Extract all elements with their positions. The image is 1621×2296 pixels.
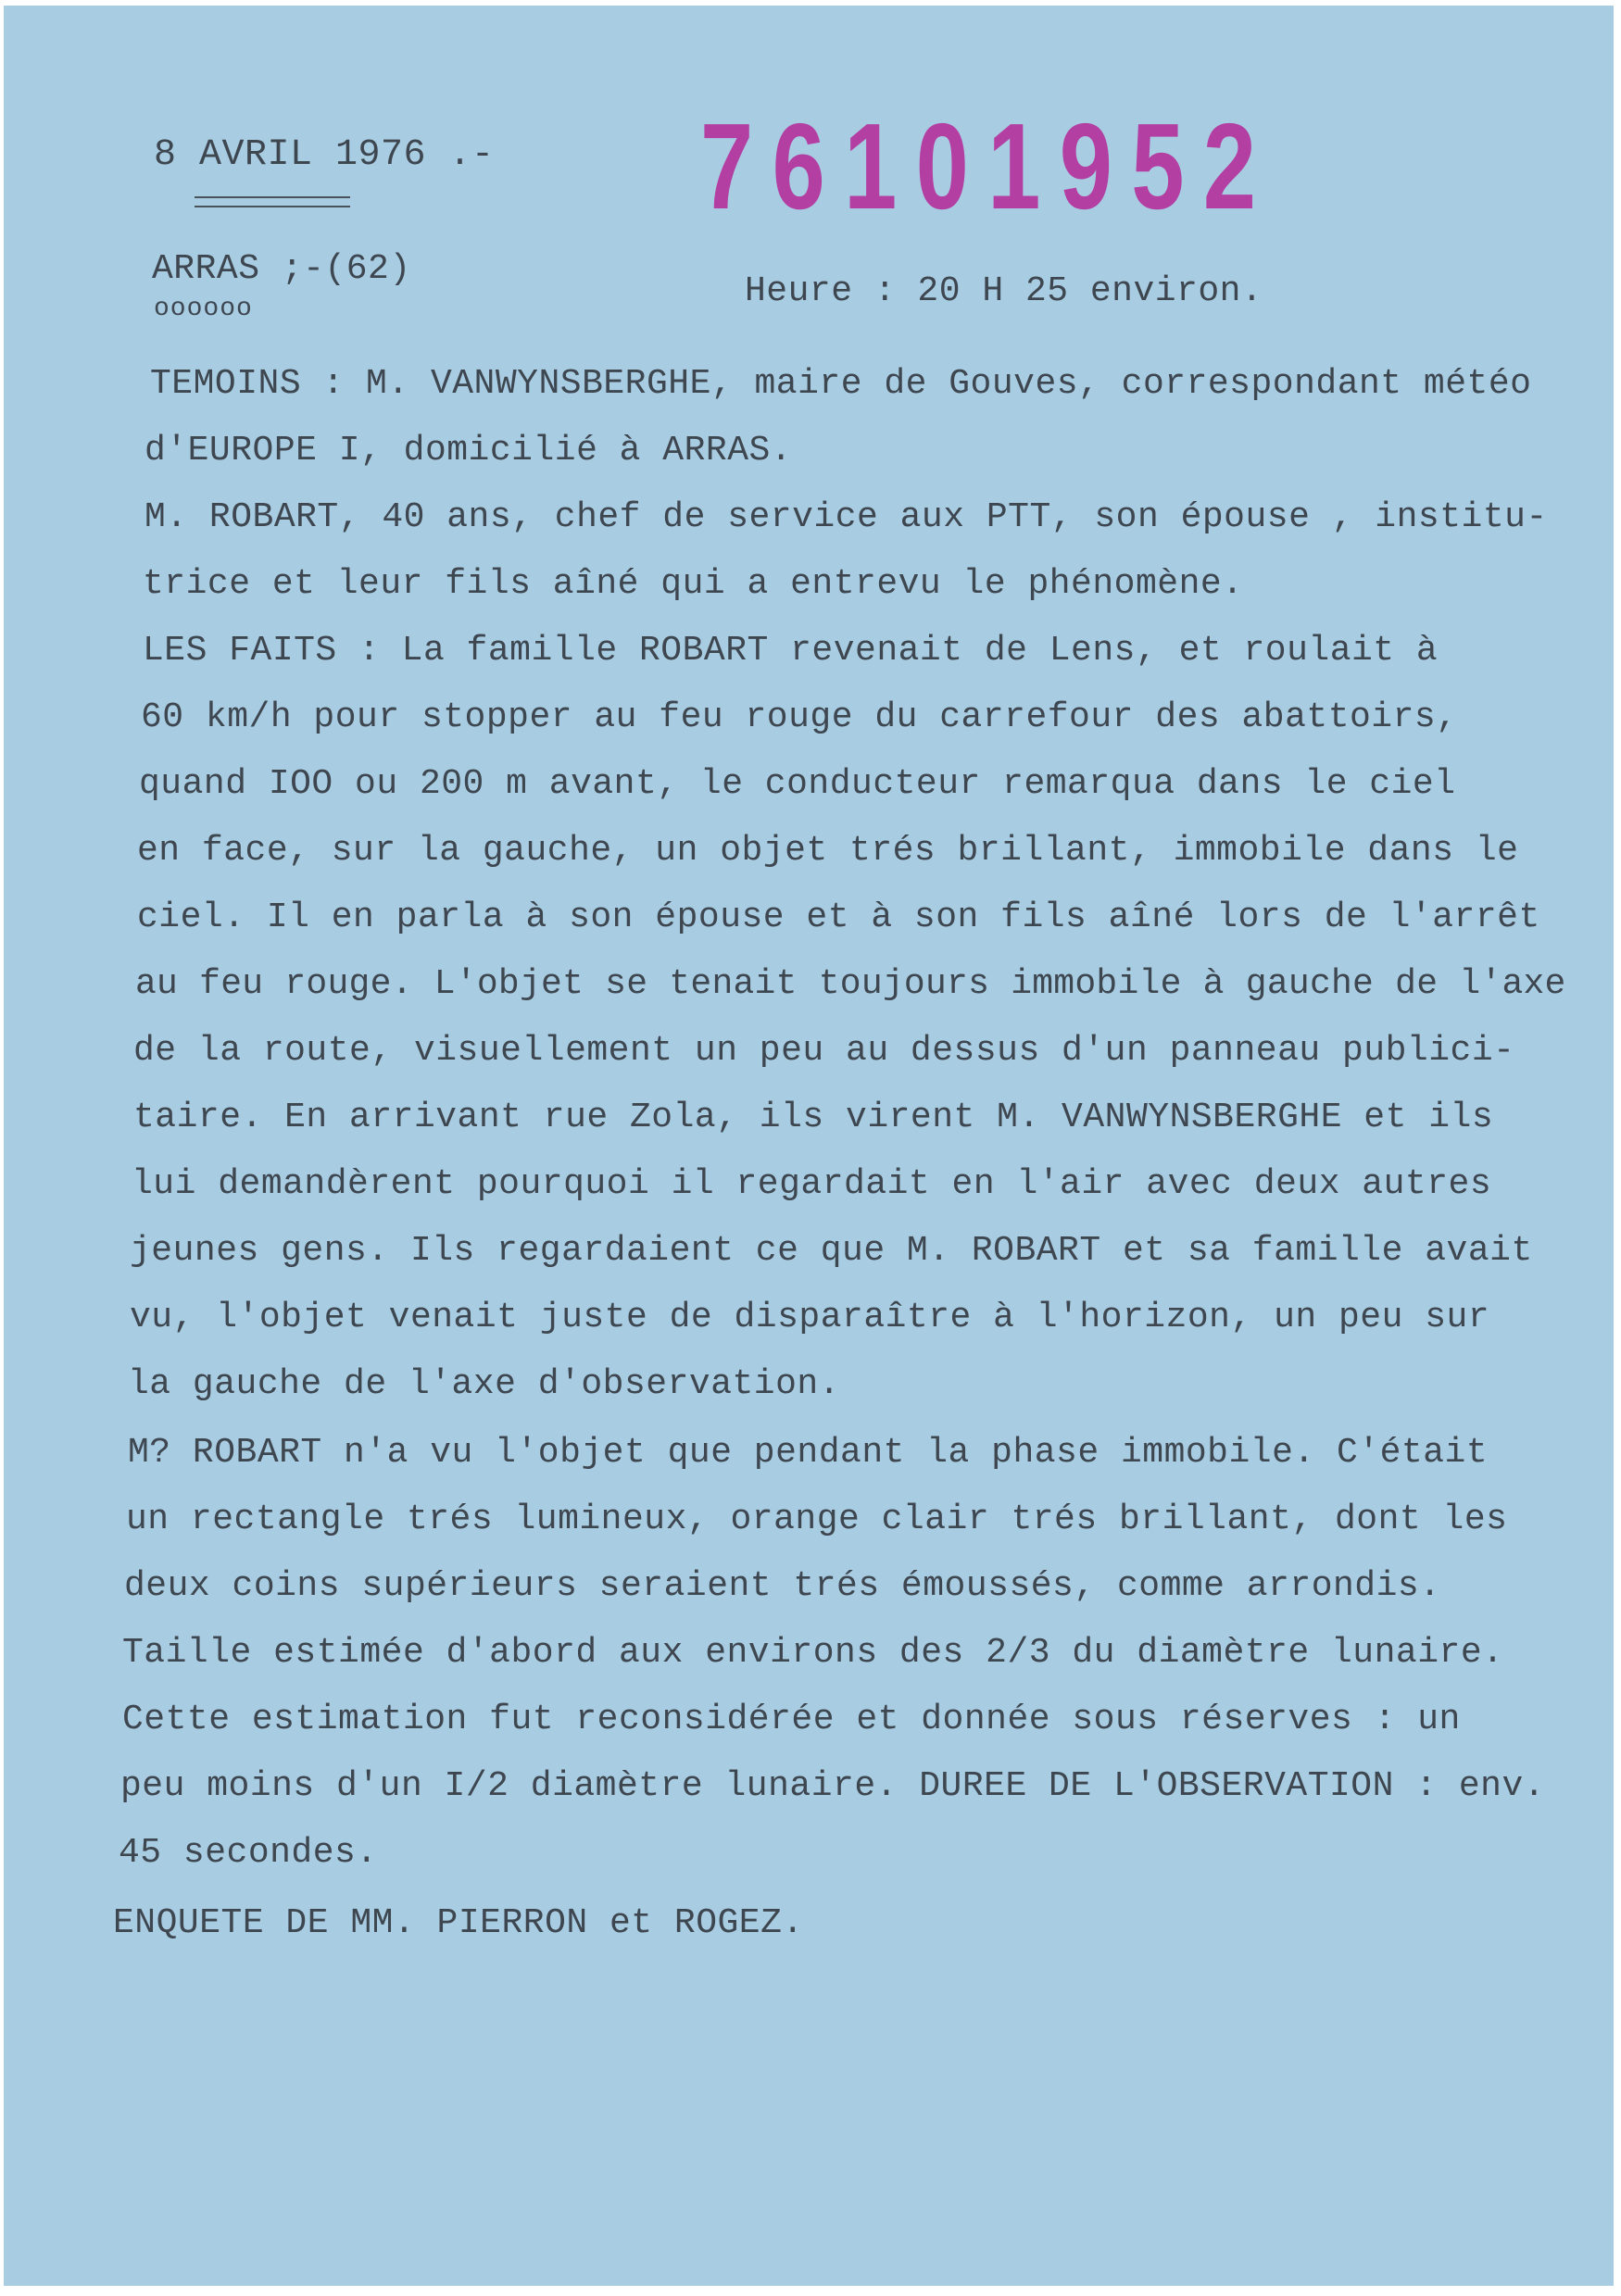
body-line: la gauche de l'axe d'observation. [128, 1364, 841, 1404]
investigator-line: ENQUETE DE MM. PIERRON et ROGEZ. [113, 1903, 804, 1943]
body-line: de la route, visuellement un peu au dessus d'un panneau publici- [133, 1031, 1515, 1071]
body-line: Cette estimation fut reconsidérée et donnée sous réserves : un [122, 1700, 1461, 1739]
body-line: quand IOO ou 200 m avant, le conducteur remarqua dans le ciel [139, 764, 1456, 804]
reference-number-stamp: 76101952 [700, 98, 1275, 234]
body-line: taire. En arrivant rue Zola, ils virent M. VANWYNSBERGHE et ils [133, 1098, 1494, 1137]
report-body [4, 6, 1614, 2286]
body-line: M. ROBART, 40 ans, chef de service aux PTT, son épouse , institu- [145, 497, 1548, 537]
location-underline-marks: oooooo [154, 295, 253, 323]
body-line: un rectangle trés lumineux, orange clair trés brillant, dont les [126, 1499, 1508, 1539]
body-line: vu, l'objet venait juste de disparaître à l'horizon, un peu sur [130, 1298, 1490, 1337]
body-line: lui demandèrent pourquoi il regardait en l'air avec deux autres [132, 1164, 1492, 1204]
body-line: trice et leur fils aîné qui a entrevu le phénomène. [143, 564, 1244, 604]
body-line: ciel. Il en parla à son épouse et à son fils aîné lors de l'arrêt [137, 897, 1540, 937]
report-date: 8 AVRIL 1976 .- [154, 134, 495, 176]
body-line: TEMOINS : M. VANWYNSBERGHE, maire de Gouves, correspondant météo [150, 364, 1532, 404]
body-line: 60 km/h pour stopper au feu rouge du carrefour des abattoirs, [141, 697, 1458, 737]
body-line: 45 secondes. [119, 1833, 378, 1873]
document-page [4, 6, 1614, 2286]
body-line: M? ROBART n'a vu l'objet que pendant la phase immobile. C'était [128, 1433, 1489, 1473]
body-line: peu moins d'un I/2 diamètre lunaire. DUREE DE L'OBSERVATION : env. [120, 1766, 1546, 1806]
observation-time: Heure : 20 H 25 environ. [745, 271, 1263, 311]
body-line: en face, sur la gauche, un objet trés brillant, immobile dans le [137, 831, 1519, 871]
report-location: ARRAS ;-(62) [152, 249, 411, 289]
body-line: d'EUROPE I, domicilié à ARRAS. [145, 431, 793, 470]
body-line: jeunes gens. Ils regardaient ce que M. ROBART et sa famille avait [130, 1231, 1533, 1271]
body-line: deux coins supérieurs seraient trés émoussés, comme arrondis. [124, 1566, 1441, 1606]
body-line: au feu rouge. L'objet se tenait toujours immobile à gauche de l'axe [135, 964, 1566, 1004]
body-line: LES FAITS : La famille ROBART revenait de Lens, et roulait à [143, 631, 1439, 671]
body-line: Taille estimée d'abord aux environs des 2/3 du diamètre lunaire. [122, 1633, 1504, 1673]
